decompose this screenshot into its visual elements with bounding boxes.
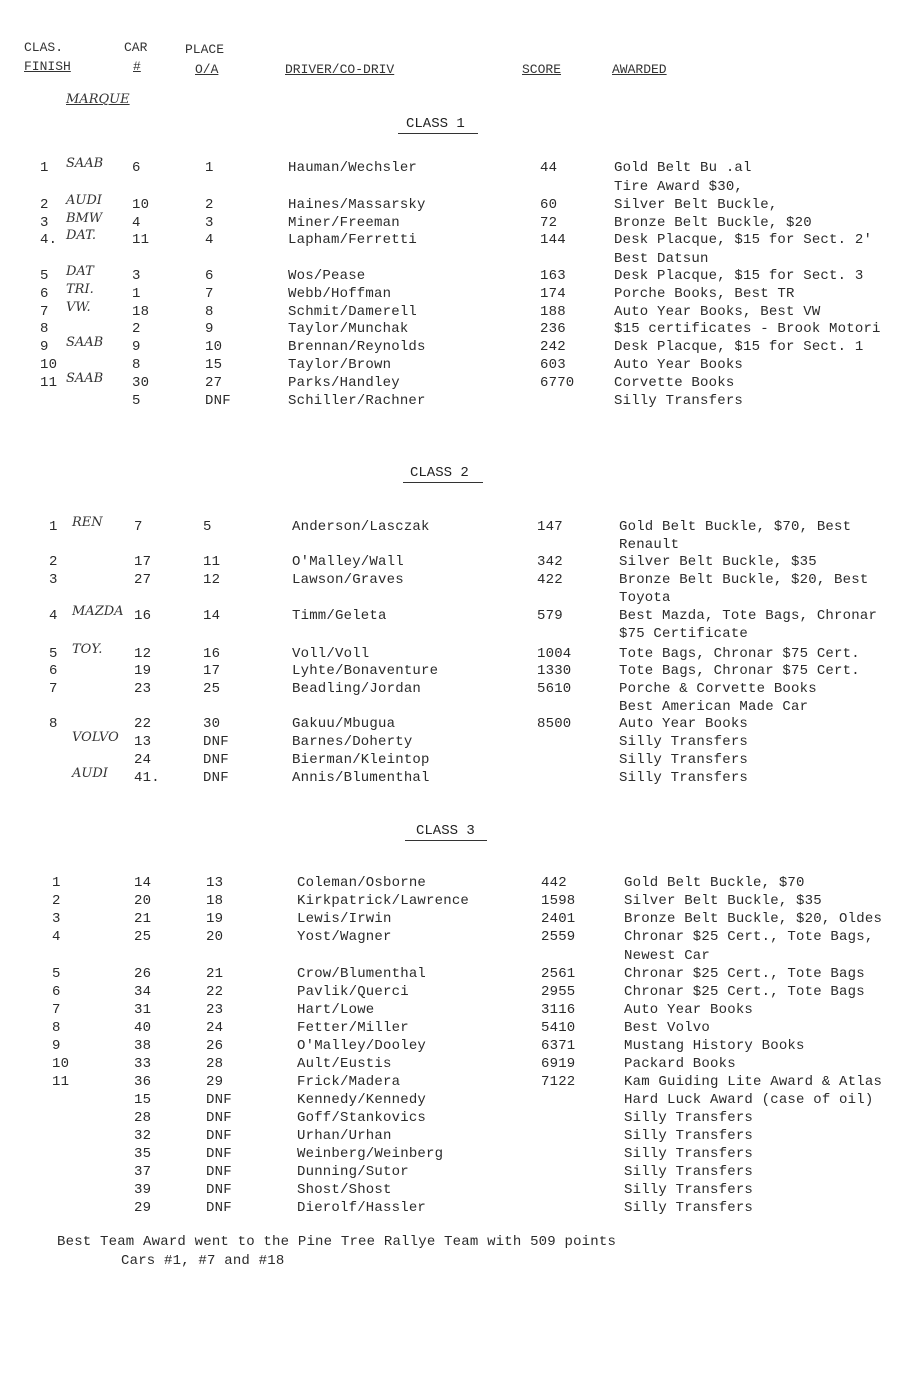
header-car-line2: # (133, 59, 141, 74)
car-number-cell: 17 (134, 554, 152, 570)
driver-codriver-cell: Shost/Shost (297, 1182, 392, 1198)
driver-codriver-cell: Voll/Voll (292, 646, 370, 662)
award-cell: Best Volvo (624, 1020, 711, 1036)
header-place-line2: O/A (195, 62, 219, 77)
car-number-cell: 6 (132, 160, 141, 176)
award-cell: Gold Belt Buckle, $70 (624, 875, 805, 891)
award-cell: $75 Certificate (619, 626, 749, 642)
overall-place-cell: DNF (206, 1092, 232, 1108)
driver-codriver-cell: Wos/Pease (288, 268, 366, 284)
car-number-cell: 18 (132, 304, 150, 320)
score-cell: 1598 (541, 893, 576, 909)
award-cell: Tote Bags, Chronar $75 Cert. (619, 663, 860, 679)
car-number-cell: 22 (134, 716, 152, 732)
award-cell: Silly Transfers (614, 393, 744, 409)
award-cell: Newest Car (624, 948, 711, 964)
award-cell: Silly Transfers (624, 1164, 754, 1180)
score-cell: 174 (540, 286, 566, 302)
marque-cell: MAZDA (72, 604, 124, 619)
award-cell: Silly Transfers (619, 752, 749, 768)
score-cell: 422 (537, 572, 563, 588)
score-cell: 5410 (541, 1020, 576, 1036)
overall-place-cell: 7 (205, 286, 214, 302)
car-number-cell: 14 (134, 875, 152, 891)
award-cell: Auto Year Books (624, 1002, 754, 1018)
header-awarded: AWARDED (612, 62, 667, 77)
overall-place-cell: 12 (203, 572, 221, 588)
car-number-cell: 9 (132, 339, 141, 355)
class-finish-cell: 11 (40, 375, 58, 391)
score-cell: 6919 (541, 1056, 576, 1072)
score-cell: 7122 (541, 1074, 576, 1090)
car-number-cell: 10 (132, 197, 150, 213)
award-cell: Silver Belt Buckle, (614, 197, 778, 213)
marque-cell: SAAB (66, 371, 104, 386)
overall-place-cell: 15 (205, 357, 223, 373)
driver-codriver-cell: Frick/Madera (297, 1074, 401, 1090)
award-cell: Mustang History Books (624, 1038, 805, 1054)
marque-cell: VW. (66, 300, 91, 315)
marque-cell: TRI. (66, 282, 94, 297)
overall-place-cell: 19 (206, 911, 224, 927)
car-number-cell: 7 (134, 519, 143, 535)
class-finish-cell: 8 (52, 1020, 61, 1036)
car-number-cell: 19 (134, 663, 152, 679)
car-number-cell: 3 (132, 268, 141, 284)
header-driver: DRIVER/CO-DRIV (285, 62, 395, 77)
award-cell: Bronze Belt Buckle, $20, Oldes (624, 911, 883, 927)
award-cell: Desk Placque, $15 for Sect. 1 (614, 339, 864, 355)
score-cell: 6371 (541, 1038, 576, 1054)
award-cell: Tote Bags, Chronar $75 Cert. (619, 646, 860, 662)
driver-codriver-cell: Bierman/Kleintop (292, 752, 430, 768)
driver-codriver-cell: Miner/Freeman (288, 215, 400, 231)
score-cell: 8500 (537, 716, 572, 732)
car-number-cell: 36 (134, 1074, 152, 1090)
score-cell: 242 (540, 339, 566, 355)
score-cell: 2559 (541, 929, 576, 945)
overall-place-cell: 2 (205, 197, 214, 213)
marque-cell: TOY. (72, 642, 103, 657)
award-cell: Desk Placque, $15 for Sect. 2' (614, 232, 873, 248)
marque-cell: DAT. (66, 228, 96, 243)
marque-cell: DAT (66, 264, 94, 279)
class2-title-underline (403, 482, 483, 483)
award-cell: Renault (619, 537, 680, 553)
overall-place-cell: 22 (206, 984, 224, 1000)
score-cell: 579 (537, 608, 563, 624)
car-number-cell: 33 (134, 1056, 152, 1072)
car-number-cell: 29 (134, 1200, 152, 1216)
score-cell: 72 (540, 215, 558, 231)
overall-place-cell: 11 (203, 554, 221, 570)
header-class-finish-line2: FINISH (24, 59, 71, 74)
award-cell: Silver Belt Buckle, $35 (619, 554, 817, 570)
class-finish-cell: 4 (52, 929, 61, 945)
award-cell: Silly Transfers (619, 734, 749, 750)
team-award-line: Best Team Award went to the Pine Tree Rallye Team with 509 points (57, 1234, 617, 1250)
car-number-cell: 25 (134, 929, 152, 945)
car-number-cell: 40 (134, 1020, 152, 1036)
class-finish-cell: 1 (49, 519, 58, 535)
score-cell: 163 (540, 268, 566, 284)
score-cell: 144 (540, 232, 566, 248)
driver-codriver-cell: Annis/Blumenthal (292, 770, 430, 786)
driver-codriver-cell: Taylor/Munchak (288, 321, 409, 337)
award-cell: Best Datsun (614, 251, 709, 267)
driver-codriver-cell: Hart/Lowe (297, 1002, 375, 1018)
score-cell: 2401 (541, 911, 576, 927)
overall-place-cell: 10 (205, 339, 223, 355)
driver-codriver-cell: Schiller/Rachner (288, 393, 426, 409)
class-finish-cell: 3 (49, 572, 58, 588)
marque-cell: SAAB (66, 156, 104, 171)
car-number-cell: 37 (134, 1164, 152, 1180)
class-finish-cell: 4 (49, 608, 58, 624)
award-cell: Hard Luck Award (case of oil) (624, 1092, 874, 1108)
car-number-cell: 34 (134, 984, 152, 1000)
car-number-cell: 28 (134, 1110, 152, 1126)
driver-codriver-cell: Ault/Eustis (297, 1056, 392, 1072)
driver-codriver-cell: Gakuu/Mbugua (292, 716, 396, 732)
car-number-cell: 21 (134, 911, 152, 927)
class-finish-cell: 4. (40, 232, 58, 248)
car-number-cell: 15 (134, 1092, 152, 1108)
class-finish-cell: 8 (49, 716, 58, 732)
award-cell: Auto Year Books (614, 357, 744, 373)
class-finish-cell: 2 (40, 197, 49, 213)
overall-place-cell: DNF (206, 1182, 232, 1198)
overall-place-cell: 24 (206, 1020, 224, 1036)
driver-codriver-cell: Lewis/Irwin (297, 911, 392, 927)
overall-place-cell: 27 (205, 375, 223, 391)
class-finish-cell: 3 (52, 911, 61, 927)
driver-codriver-cell: Dunning/Sutor (297, 1164, 409, 1180)
driver-codriver-cell: Haines/Massarsky (288, 197, 426, 213)
car-number-cell: 5 (132, 393, 141, 409)
car-number-cell: 4 (132, 215, 141, 231)
award-cell: Kam Guiding Lite Award & Atlas (624, 1074, 883, 1090)
class-finish-cell: 11 (52, 1074, 70, 1090)
overall-place-cell: DNF (206, 1164, 232, 1180)
overall-place-cell: 28 (206, 1056, 224, 1072)
award-cell: Corvette Books (614, 375, 735, 391)
overall-place-cell: 8 (205, 304, 214, 320)
overall-place-cell: 4 (205, 232, 214, 248)
car-number-cell: 12 (134, 646, 152, 662)
score-cell: 236 (540, 321, 566, 337)
class-finish-cell: 10 (40, 357, 58, 373)
overall-place-cell: 5 (203, 519, 212, 535)
driver-codriver-cell: Goff/Stankovics (297, 1110, 427, 1126)
car-number-cell: 30 (132, 375, 150, 391)
score-cell: 5610 (537, 681, 572, 697)
car-number-cell: 39 (134, 1182, 152, 1198)
overall-place-cell: DNF (203, 770, 229, 786)
score-cell: 342 (537, 554, 563, 570)
award-cell: $15 certificates - Brook Motori (614, 321, 881, 337)
car-number-cell: 13 (134, 734, 152, 750)
class-finish-cell: 7 (49, 681, 58, 697)
award-cell: Desk Placque, $15 for Sect. 3 (614, 268, 864, 284)
class3-title-underline (405, 840, 487, 841)
class-finish-cell: 1 (40, 160, 49, 176)
driver-codriver-cell: Lyhte/Bonaventure (292, 663, 439, 679)
award-cell: Auto Year Books (619, 716, 749, 732)
overall-place-cell: 14 (203, 608, 221, 624)
car-number-cell: 27 (134, 572, 152, 588)
class-finish-cell: 5 (52, 966, 61, 982)
class-finish-cell: 2 (52, 893, 61, 909)
award-cell: Porche Books, Best TR (614, 286, 795, 302)
car-number-cell: 2 (132, 321, 141, 337)
award-cell: Chronar $25 Cert., Tote Bags, (624, 929, 874, 945)
overall-place-cell: 23 (206, 1002, 224, 1018)
class-finish-cell: 5 (40, 268, 49, 284)
marque-cell: BMW (66, 211, 103, 226)
score-cell: 6770 (540, 375, 575, 391)
driver-codriver-cell: Coleman/Osborne (297, 875, 427, 891)
driver-codriver-cell: Kennedy/Kennedy (297, 1092, 427, 1108)
class1-title: CLASS 1 (406, 116, 465, 132)
car-number-cell: 24 (134, 752, 152, 768)
overall-place-cell: 26 (206, 1038, 224, 1054)
score-cell: 2561 (541, 966, 576, 982)
car-number-cell: 8 (132, 357, 141, 373)
driver-codriver-cell: Fetter/Miller (297, 1020, 409, 1036)
award-cell: Tire Award $30, (614, 179, 744, 195)
class-finish-cell: 9 (52, 1038, 61, 1054)
marque-cell: VOLVO (72, 730, 119, 745)
overall-place-cell: 21 (206, 966, 224, 982)
award-cell: Silly Transfers (624, 1110, 754, 1126)
class-finish-cell: 6 (40, 286, 49, 302)
award-cell: Chronar $25 Cert., Tote Bags (624, 966, 865, 982)
award-cell: Auto Year Books, Best VW (614, 304, 821, 320)
marque-cell: SAAB (66, 335, 104, 350)
car-number-cell: 23 (134, 681, 152, 697)
overall-place-cell: 1 (205, 160, 214, 176)
driver-codriver-cell: Schmit/Damerell (288, 304, 418, 320)
award-cell: Toyota (619, 590, 671, 606)
overall-place-cell: 17 (203, 663, 221, 679)
class-finish-cell: 3 (40, 215, 49, 231)
driver-codriver-cell: Lapham/Ferretti (288, 232, 418, 248)
overall-place-cell: DNF (205, 393, 231, 409)
car-number-cell: 31 (134, 1002, 152, 1018)
overall-place-cell: DNF (203, 734, 229, 750)
driver-codriver-cell: Barnes/Doherty (292, 734, 413, 750)
award-cell: Silver Belt Buckle, $35 (624, 893, 822, 909)
driver-codriver-cell: Anderson/Lasczak (292, 519, 430, 535)
award-cell: Silly Transfers (624, 1128, 754, 1144)
driver-codriver-cell: Parks/Handley (288, 375, 400, 391)
marque-cell: AUDI (66, 193, 102, 208)
driver-codriver-cell: Taylor/Brown (288, 357, 392, 373)
driver-codriver-cell: O'Malley/Wall (292, 554, 404, 570)
award-cell: Silly Transfers (624, 1146, 754, 1162)
award-cell: Porche & Corvette Books (619, 681, 817, 697)
car-number-cell: 11 (132, 232, 150, 248)
marque-cell: REN (72, 515, 103, 530)
score-cell: 44 (540, 160, 558, 176)
award-cell: Gold Belt Buckle, $70, Best (619, 519, 852, 535)
car-number-cell: 1 (132, 286, 141, 302)
car-number-cell: 20 (134, 893, 152, 909)
car-number-cell: 35 (134, 1146, 152, 1162)
driver-codriver-cell: Hauman/Wechsler (288, 160, 418, 176)
car-number-cell: 32 (134, 1128, 152, 1144)
score-cell: 1004 (537, 646, 572, 662)
overall-place-cell: DNF (206, 1128, 232, 1144)
class3-title: CLASS 3 (416, 823, 475, 839)
class-finish-cell: 6 (49, 663, 58, 679)
overall-place-cell: 18 (206, 893, 224, 909)
driver-codriver-cell: Kirkpatrick/Lawrence (297, 893, 470, 909)
award-cell: Silly Transfers (624, 1200, 754, 1216)
score-cell: 60 (540, 197, 558, 213)
score-cell: 442 (541, 875, 567, 891)
marque-cell: AUDI (72, 766, 108, 781)
overall-place-cell: 25 (203, 681, 221, 697)
driver-codriver-cell: Pavlik/Querci (297, 984, 409, 1000)
class-finish-cell: 6 (52, 984, 61, 1000)
award-cell: Silly Transfers (624, 1182, 754, 1198)
overall-place-cell: DNF (203, 752, 229, 768)
header-class-finish-line1: CLAS. (24, 40, 64, 55)
car-number-cell: 26 (134, 966, 152, 982)
class-finish-cell: 5 (49, 646, 58, 662)
award-cell: Silly Transfers (619, 770, 749, 786)
award-cell: Best American Made Car (619, 699, 809, 715)
driver-codriver-cell: Dierolf/Hassler (297, 1200, 427, 1216)
class-finish-cell: 7 (40, 304, 49, 320)
driver-codriver-cell: Beadling/Jordan (292, 681, 422, 697)
header-score: SCORE (522, 62, 562, 77)
driver-codriver-cell: Brennan/Reynolds (288, 339, 426, 355)
overall-place-cell: 13 (206, 875, 224, 891)
car-number-cell: 16 (134, 608, 152, 624)
header-car-line1: CAR (124, 40, 148, 55)
award-cell: Bronze Belt Buckle, $20, Best (619, 572, 869, 588)
class-finish-cell: 8 (40, 321, 49, 337)
class-finish-cell: 10 (52, 1056, 70, 1072)
car-number-cell: 38 (134, 1038, 152, 1054)
driver-codriver-cell: Urhan/Urhan (297, 1128, 392, 1144)
score-cell: 188 (540, 304, 566, 320)
overall-place-cell: DNF (206, 1146, 232, 1162)
class-finish-cell: 2 (49, 554, 58, 570)
driver-codriver-cell: Timm/Geleta (292, 608, 387, 624)
class1-title-underline (398, 133, 478, 134)
score-cell: 603 (540, 357, 566, 373)
team-award-cars-line: Cars #1, #7 and #18 (121, 1253, 285, 1269)
overall-place-cell: 29 (206, 1074, 224, 1090)
overall-place-cell: 30 (203, 716, 221, 732)
award-cell: Chronar $25 Cert., Tote Bags (624, 984, 865, 1000)
score-cell: 2955 (541, 984, 576, 1000)
class2-title: CLASS 2 (410, 465, 469, 481)
score-cell: 3116 (541, 1002, 576, 1018)
header-place-line1: PLACE (185, 42, 225, 57)
score-cell: 1330 (537, 663, 572, 679)
driver-codriver-cell: Lawson/Graves (292, 572, 404, 588)
overall-place-cell: 9 (205, 321, 214, 337)
driver-codriver-cell: Webb/Hoffman (288, 286, 392, 302)
driver-codriver-cell: Crow/Blumenthal (297, 966, 427, 982)
award-cell: Gold Belt Bu .al (614, 160, 752, 176)
driver-codriver-cell: Yost/Wagner (297, 929, 392, 945)
overall-place-cell: 6 (205, 268, 214, 284)
score-cell: 147 (537, 519, 563, 535)
class-finish-cell: 1 (52, 875, 61, 891)
overall-place-cell: 16 (203, 646, 221, 662)
overall-place-cell: DNF (206, 1200, 232, 1216)
award-cell: Bronze Belt Buckle, $20 (614, 215, 812, 231)
award-cell: Packard Books (624, 1056, 736, 1072)
class-finish-cell: 9 (40, 339, 49, 355)
driver-codriver-cell: Weinberg/Weinberg (297, 1146, 444, 1162)
car-number-cell: 41. (134, 770, 160, 786)
driver-codriver-cell: O'Malley/Dooley (297, 1038, 427, 1054)
class-finish-cell: 7 (52, 1002, 61, 1018)
overall-place-cell: DNF (206, 1110, 232, 1126)
marque-note: MARQUE (66, 92, 130, 107)
overall-place-cell: 3 (205, 215, 214, 231)
overall-place-cell: 20 (206, 929, 224, 945)
award-cell: Best Mazda, Tote Bags, Chronar (619, 608, 878, 624)
